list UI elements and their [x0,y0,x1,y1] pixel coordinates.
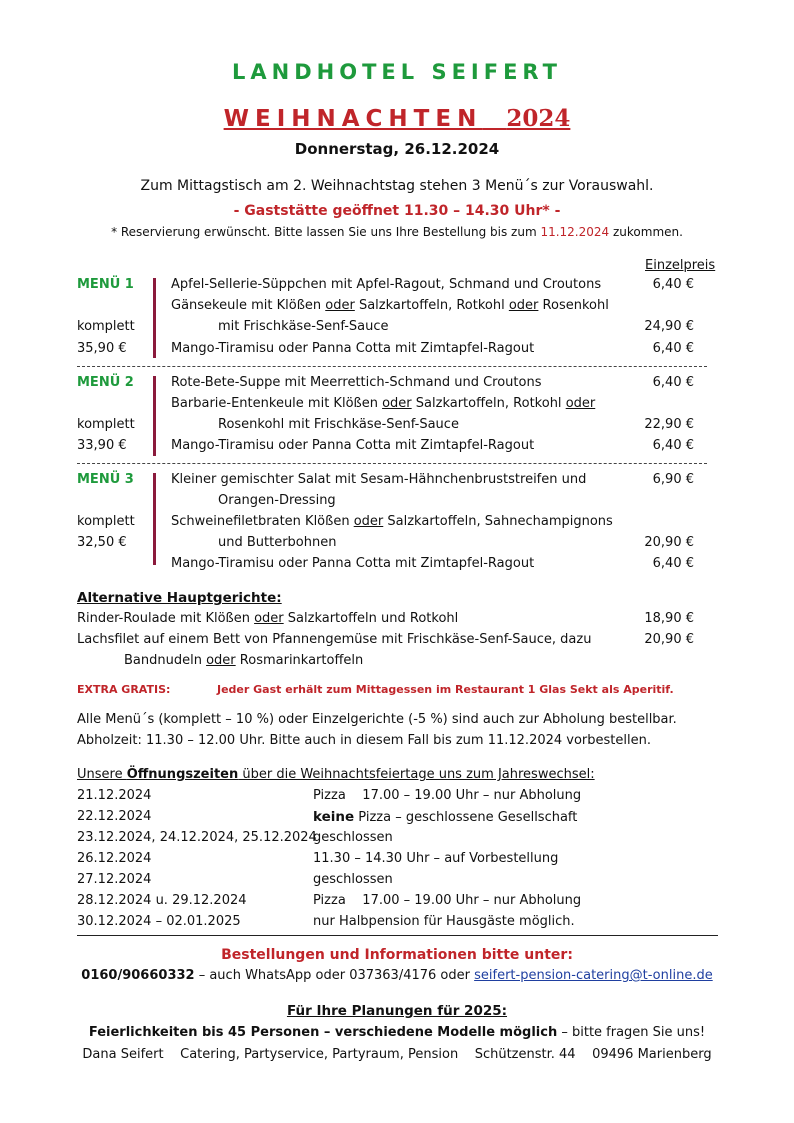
menu1-or1: oder [325,298,355,313]
opening-row: 21.12.2024 [77,788,152,803]
event-title [0,105,794,132]
menu3-bar [153,473,156,565]
menu3-main-d: und Butterbohnen [218,535,337,550]
opening-row: 30.12.2024 – 02.01.2025 [77,914,241,929]
menu3-or1: oder [353,514,384,529]
alt2-b-a: Bandnudeln [124,653,207,668]
footer-address: Dana Seifert Catering, Partyservice, Partyraum, Pension Schützenstr. 44 09496 Marienberg [82,1047,712,1062]
alt1-a: Rinder-Roulade mit Klößen [77,611,255,626]
opening-row-info: Pizza 17.00 – 19.00 Uhr – nur Abholung [313,893,582,908]
opening-title-c: über die Weihnachtsfeiertage uns zum Jahreswechsel: [238,767,595,782]
opening-row: 22.12.2024 [77,809,152,824]
opening-hours: - Gaststätte geöffnet 11.30 – 14.30 Uhr* - [233,203,561,219]
menu3-starter: Kleiner gemischter Salat mit Sesam-Hähnchenbruststreifen und [171,472,587,487]
menu1-divider [77,366,707,367]
menu3-komplett: komplett [77,514,135,529]
menu1-main-c: Rosenkohl [538,298,609,313]
menu2-divider [77,463,707,464]
menu3-main-price: 20,90 € [644,535,694,550]
menu3-starter-b: Orangen-Dressing [218,493,336,508]
pickup-line-2: Abholzeit: 11.30 – 12.00 Uhr. Bitte auch in diesem Fall bis zum 11.12.2024 vorbestellen. [77,733,651,748]
pickup-line-1: Alle Menü´s (komplett – 10 %) oder Einzelgerichte (-5 %) sind auch zur Abholung bestellbar. [77,712,677,727]
alt1-b: Salzkartoffeln und Rotkohl [283,611,459,626]
menu1-main [171,298,609,313]
contact-mid: – auch WhatsApp oder 037363/4176 oder [194,968,475,983]
menu3-main [171,514,613,529]
planning-line [0,1025,794,1040]
opening-row-info: nur Halbpension für Hausgäste möglich. [313,914,575,929]
menu3-dessert: Mango-Tiramisu oder Panna Cotta mit Zimtapfel-Ragout [171,556,535,571]
opening-divider [77,935,718,936]
menu3-main-a: Schweinefiletbraten Klößen [171,514,354,529]
menu2-komplett: komplett [77,417,135,432]
menu3-dessert-price: 6,40 € [652,556,694,571]
menu1-starter-price: 6,40 € [652,277,694,292]
menu3-main-b: Salzkartoffeln, Sahnechampignons [383,514,613,529]
email-link[interactable]: seifert-pension-catering@t-online.de [474,968,713,983]
alternative-item-2: Lachsfilet auf einem Bett von Pfannengemüse mit Frischkäse-Senf-Sauce, dazu [77,632,592,647]
extra-text: Jeder Gast erhält zum Mittagessen im Restaurant 1 Glas Sekt als Aperitif. [217,683,674,696]
opening-row: 23.12.2024, 24.12.2024, 25.12.2024 [77,830,317,845]
planning-line-bold: Feierlichkeiten bis 45 Personen – verschiedene Modelle möglich [88,1025,558,1040]
planning-title: Für Ihre Planungen für 2025: [286,1003,508,1019]
contact-line [0,968,794,983]
menu2-main-a: Barbarie-Entenkeule mit Klößen [171,396,383,411]
opening-title-b: Öffnungszeiten [126,767,239,782]
menu3-label: MENÜ 3 [77,472,134,487]
opening-row-info-text: Pizza – geschlossene Gesellschaft [354,810,578,825]
menu1-komplett: komplett [77,319,135,334]
alt1-or: oder [254,611,284,626]
opening-row-info [313,809,577,825]
menu2-main-b: Salzkartoffeln, Rotkohl [411,396,566,411]
menu1-main-d: mit Frischkäse-Senf-Sauce [218,319,389,334]
price-column-header: Einzelpreis [645,258,716,273]
alternative-item-1 [77,611,458,626]
opening-row: 26.12.2024 [77,851,152,866]
menu1-label: MENÜ 1 [77,277,134,292]
menu2-or1: oder [382,396,412,411]
event-year: 2024 [506,105,571,132]
menu1-main-b: Salzkartoffeln, Rotkohl [354,298,509,313]
menu2-main [171,396,595,411]
opening-row-info: Pizza 17.00 – 19.00 Uhr – nur Abholung [313,788,582,803]
menu2-starter: Rote-Bete-Suppe mit Meerrettich-Schmand und Croutons [171,375,542,390]
reservation-text-a: * Reservierung erwünscht. Bitte lassen Sie uns Ihre Bestellung bis zum [111,225,541,239]
opening-row-info: geschlossen [313,830,393,845]
menu3-total: 32,50 € [77,535,127,550]
opening-title-a: Unsere [77,767,127,782]
menu2-bar [153,376,156,456]
opening-row: 28.12.2024 u. 29.12.2024 [77,893,247,908]
menu1-or2: oder [508,298,539,313]
opening-row-info: 11.30 – 14.30 Uhr – auf Vorbestellung [313,851,559,866]
menu2-total: 33,90 € [77,438,127,453]
menu1-main-a: Gänsekeule mit Klößen [171,298,326,313]
reservation-date: 11.12.2024 [540,225,610,239]
menu1-bar [153,278,156,358]
event-word: WEIHNACHTEN [223,106,483,132]
phone-number[interactable]: 0160/90660332 [81,968,195,983]
intro-text: Zum Mittagstisch am 2. Weihnachtstag stehen 3 Menü´s zur Vorauswahl. [140,178,654,194]
event-date: Donnerstag, 26.12.2024 [294,140,500,158]
menu2-main-price: 22,90 € [644,417,694,432]
reservation-text-b: zukommen. [609,225,683,239]
menu2-main-d: Rosenkohl mit Frischkäse-Senf-Sauce [218,417,459,432]
alternative-item-2-price: 20,90 € [644,632,694,647]
opening-title [77,767,595,782]
opening-row-info: geschlossen [313,872,393,887]
menu2-dessert: Mango-Tiramisu oder Panna Cotta mit Zimtapfel-Ragout [171,438,535,453]
menu3-starter-price: 6,90 € [652,472,694,487]
menu1-total: 35,90 € [77,341,127,356]
contact-title: Bestellungen und Informationen bitte unter: [221,947,573,963]
opening-row: 27.12.2024 [77,872,152,887]
hotel-name: LANDHOTEL SEIFERT [232,60,562,84]
extra-label: EXTRA GRATIS: [77,683,171,696]
alt2-or: oder [206,653,236,668]
opening-row-pre: keine [313,809,355,825]
menu2-label: MENÜ 2 [77,375,134,390]
menu1-dessert-price: 6,40 € [652,341,694,356]
menu1-main-price: 24,90 € [644,319,694,334]
menu2-dessert-price: 6,40 € [652,438,694,453]
reservation-note [0,225,794,239]
menu1-dessert: Mango-Tiramisu oder Panna Cotta mit Zimtapfel-Ragout [171,341,535,356]
planning-line-rest: – bitte fragen Sie uns! [557,1025,706,1040]
alt2-b-b: Rosmarinkartoffeln [235,653,364,668]
alternative-item-2-b [124,653,363,668]
menu1-starter: Apfel-Sellerie-Süppchen mit Apfel-Ragout, Schmand und Croutons [171,277,602,292]
menu2-starter-price: 6,40 € [652,375,694,390]
alternative-item-1-price: 18,90 € [644,611,694,626]
alternatives-title: Alternative Hauptgerichte: [77,590,282,606]
menu2-or2: oder [565,396,596,411]
